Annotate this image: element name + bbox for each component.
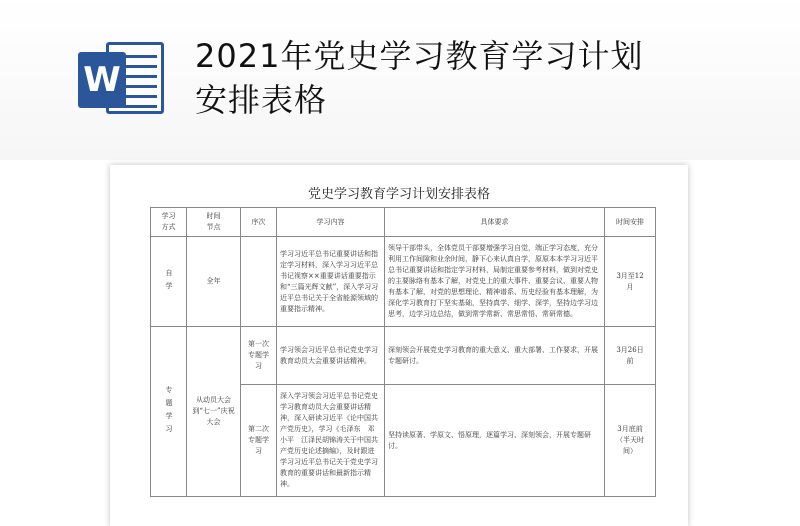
method-self: 自学 <box>165 268 173 295</box>
column-header: 序次 <box>241 208 277 237</box>
column-header: 具体要求 <box>385 208 605 237</box>
column-header: 学习内容 <box>277 208 385 237</box>
document-title: 党史学习教育学习计划安排表格 <box>307 187 490 202</box>
column-header: 学习 方式 <box>151 208 187 237</box>
cell-requirement: 深刻领会开展党史学习教育的重大意义、重大部署、工作要求，开展专题研讨。 <box>385 327 605 385</box>
study-plan-table <box>150 207 656 497</box>
cell-requirement: 坚持读原著、学原文、悟原理，逐篇学习、深刻领会，开展专题研讨。 <box>385 385 605 497</box>
column-header: 时间安排 <box>605 208 656 237</box>
cell-content: 学习领会习近平总书记党史学习教育动员大会重要讲话精神。 <box>277 327 385 385</box>
cell-schedule: 3月底前 （半天时 间） <box>605 385 656 497</box>
document-preview <box>110 165 688 526</box>
word-icon <box>78 38 170 118</box>
cell-order <box>241 237 277 327</box>
cell-schedule: 3月至12 月 <box>605 237 656 327</box>
top-banner <box>0 0 800 160</box>
cell-method <box>151 237 187 327</box>
method-topic: 专题学习 <box>165 385 173 438</box>
cell-requirement: 领导干部带头，全体党员干部要增强学习自觉，端正学习态度，充分利用工作间隙和业余时间，静下心来认真自学，原原本本学习习近平总书记重要讲话和指定学习材料，局制定重要参考材料，做到对党史的主要脉络有基本了解，对党史上的重大事件、重要会议、重要人物有基本了解，对党的思想理论、精神谱系、历史经验有基本理解，为深化学习教育打下坚实基础，坚持真学、细学、深学，坚持边学习边思考，边学习边总结，做到常学常新、常思常悟、常研常德。 <box>385 237 605 327</box>
cell-content: 深入学习领会习近平总书记党史学习教育动员大会重要讲话精神，深入研读习近平《论中国共产党历史》，学习《毛泽东 邓小平 江泽民胡锦涛关于中国共产党历史论述摘编》，及时跟进学习习近平总书记关于党史学习教育的重要讲话和最新指示精神。 <box>277 385 385 497</box>
table-row <box>151 237 656 327</box>
word-logo-letter: W <box>78 52 126 108</box>
cell-schedule: 3月26日 前 <box>605 327 656 385</box>
cell-method <box>151 327 187 497</box>
table-row <box>151 327 656 385</box>
table-header-row <box>151 208 656 237</box>
cell-time: 从动员大会到“七一”庆祝大会 <box>187 327 241 497</box>
column-header: 时间 节点 <box>187 208 241 237</box>
page-title: 2021年党史学习教育学习计划安排表格 <box>195 37 644 119</box>
cell-time: 全年 <box>187 237 241 327</box>
cell-content: 学习习近平总书记重要讲话和指定学习材料，深入学习习近平总书记视察××重要讲话重要指示和“三篇光辉文献”，深入学习习近平总书记关于全省能源领域的重要指示精神。 <box>277 237 385 327</box>
cell-order: 第一次 专题学 习 <box>241 327 277 385</box>
cell-order: 第二次 专题学 习 <box>241 385 277 497</box>
